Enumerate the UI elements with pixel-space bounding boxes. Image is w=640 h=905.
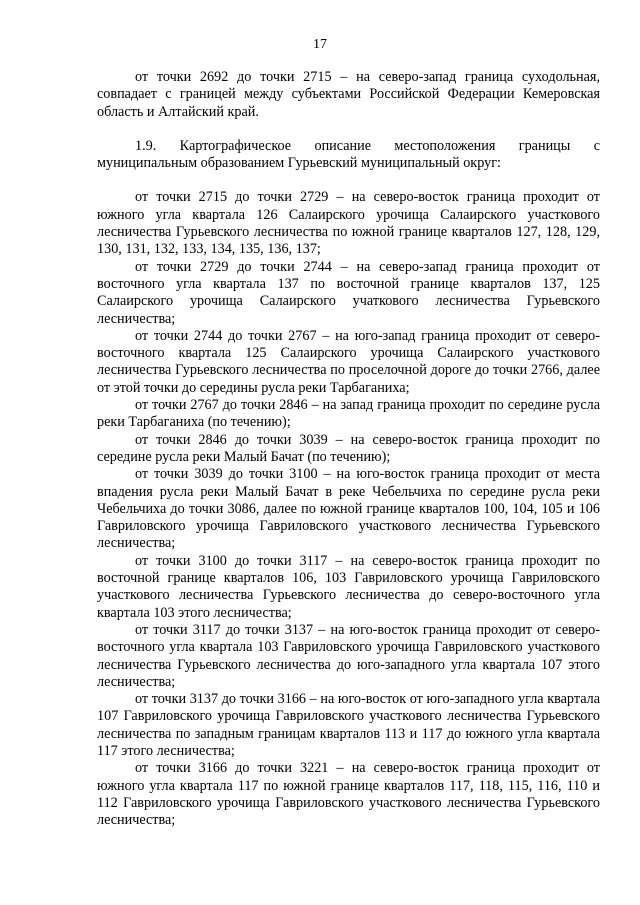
paragraph-boundary-3039-3100: от точки 3039 до точки 3100 – на юго-восток граница проходит от места впадения русла реки Малый Бачат в реке Чебельчиха по середине русла реки Чебельчиха до точки 3086, далее по южной границе кварталов 100, 104, 105 и 106 Гавриловского урочища Гавриловского участкового лесничества Гурьевского лесничества; xyxy=(97,466,600,552)
paragraph-boundary-2846-3039: от точки 2846 до точки 3039 – на северо-восток граница проходит по середине русла реки Малый Бачат (по течению); xyxy=(97,431,600,465)
section-heading-1-9: 1.9. Картографическое описание местоположения границы с муниципальным образованием Гурьевский муниципальный округ: xyxy=(97,137,600,172)
paragraph-boundary-2767-2846: от точки 2767 до точки 2846 – на запад граница проходит по середине русла реки Тарбаганиха (по течению); xyxy=(97,397,600,431)
paragraph-boundary-3137-3166: от точки 3137 до точки 3166 – на юго-восток от юго-западного угла квартала 107 Гавриловского урочища Гавриловского участкового лесничества Гурьевского лесничества по западным границам кварталов 113 и 117 до южного угла квартала 117 этого лесничества; xyxy=(97,691,600,759)
paragraph-boundary-3100-3117: от точки 3100 до точки 3117 – на северо-восток граница проходит по восточной границе кварталов 106, 103 Гавриловского урочища Гавриловского участкового лесничества Гурьевского лесничества до северо-восточного угла квартала 103 этого лесничества; xyxy=(97,552,600,621)
paragraph-boundary-2715-2729: от точки 2715 до точки 2729 – на северо-восток граница проходит от южного угла квартала 126 Салаирского урочища Салаирского участкового лесничества Гурьевского лесничества по южной границе кварталов 127, 128, 129, 130, 131, 132, 133, 134, 135, 136, 137; xyxy=(97,189,600,258)
paragraph-boundary-3117-3137: от точки 3117 до точки 3137 – на юго-восток граница проходит от северо-восточного угла квартала 103 Гавриловского урочища Гавриловского участкового лесничества Гурьевского лесничества до юго-западного угла квартала 107 этого лесничества; xyxy=(97,621,600,690)
paragraph-boundary-3166-3221: от точки 3166 до точки 3221 – на северо-восток граница проходит от южного угла квартала 117 по южной границе кварталов 117, 118, 115, 116, 110 и 112 Гавриловского урочища Гавриловского участкового лесничества Гурьевского лесничества; xyxy=(97,760,600,829)
paragraph-boundary-2729-2744: от точки 2729 до точки 2744 – на северо-запад граница проходит от восточного угла квартала 137 по восточной границе кварталов 137, 125 Салаирского урочища Салаирского учаткового лесничества Гурьевского лесничества; xyxy=(97,258,600,327)
page-number: 17 xyxy=(313,37,327,52)
document-body xyxy=(97,69,600,829)
paragraph-boundary-2692-2715: от точки 2692 до точки 2715 – на северо-запад граница суходольная, совпадает с границей между субъектами Российской Федерации Кемеровская область и Алтайский край. xyxy=(97,69,600,120)
paragraph-boundary-2744-2767: от точки 2744 до точки 2767 – на юго-запад граница проходит от северо-восточного квартала 125 Салаирского урочища Салаирского участкового лесничества Гурьевского лесничества по проселочной дороге до точки 2766, далее от этой точки до середины русла реки Тарбаганиха; xyxy=(97,327,600,396)
